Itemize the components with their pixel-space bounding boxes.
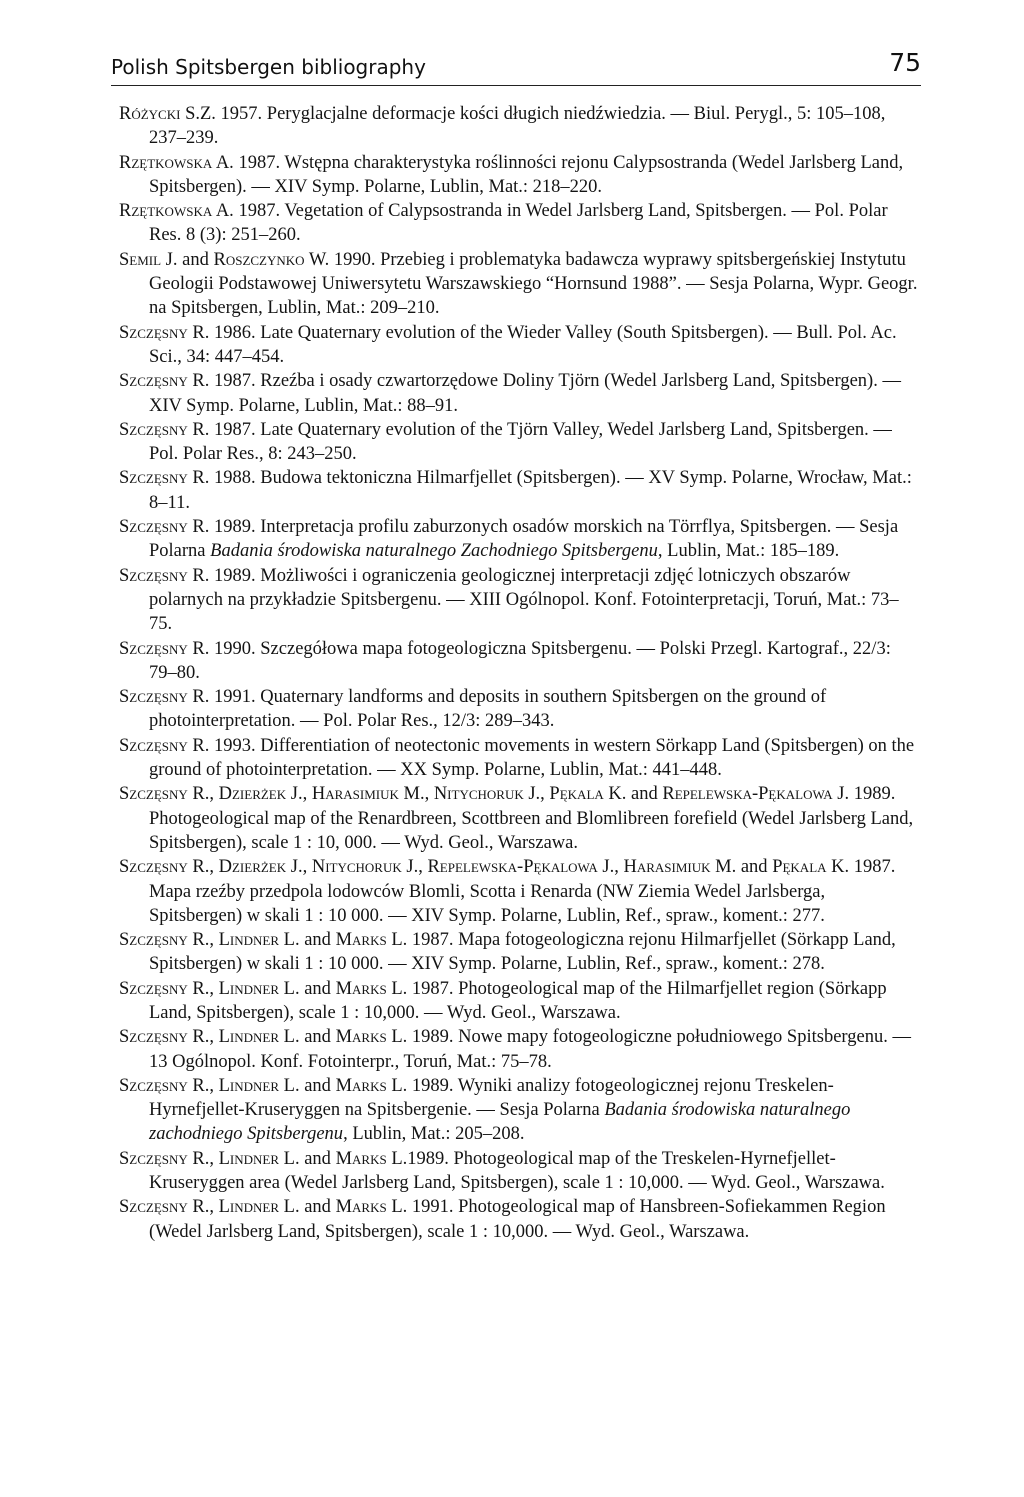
bibliography-entry	[119, 1147, 919, 1196]
entry-authors: Szczęsny R., Lindner L.	[119, 1027, 300, 1048]
bibliography-entry	[119, 369, 919, 418]
entry-conjunction: and	[299, 930, 336, 951]
bibliography-entry	[119, 977, 919, 1026]
entry-conjunction: and	[626, 784, 663, 805]
entry-authors-last: Marks L.	[335, 1197, 408, 1218]
entry-authors: Semil J.	[119, 249, 178, 270]
entry-authors: Szczęsny R.	[119, 419, 210, 440]
entry-authors: Szczęsny R., Lindner L.	[119, 930, 300, 951]
entry-authors-last: Marks L.	[335, 1148, 408, 1169]
bibliography-entry	[119, 248, 919, 321]
entry-title-italic: Badania środowiska naturalnego zachodniego Spitsbergenu	[149, 1100, 851, 1145]
bibliography-entry	[119, 637, 919, 686]
bibliography-entry	[119, 734, 919, 783]
running-title: Polish Spitsbergen bibliography	[111, 55, 426, 79]
entry-authors-last: Repelewska-Pękalowa J.	[662, 784, 850, 805]
entry-conjunction: and	[299, 1027, 336, 1048]
entry-text: 1987. Photogeological map of the Hilmarfjellet region (Sörkapp Land, Spitsbergen), scale 1 : 10,000. — Wyd. Geol., Warszawa.	[149, 978, 887, 1023]
entry-conjunction: and	[299, 978, 336, 999]
entry-authors: Szczęsny R.	[119, 371, 210, 392]
page-number: 75	[889, 48, 921, 77]
bibliography-entry	[119, 1025, 919, 1074]
entry-text: 1989. Interpretacja profilu zaburzonych osadów morskich na Törrflya, Spitsbergen. — Sesja Polarna	[149, 517, 899, 562]
entry-title-italic: Badania środowiska naturalnego Zachodniego Spitsbergenu	[210, 541, 658, 562]
bibliography-entry	[119, 685, 919, 734]
entry-text: 1988. Budowa tektoniczna Hilmarfjellet (Spitsbergen). — XV Symp. Polarne, Wrocław, Mat.: 8–11.	[149, 468, 912, 513]
entry-text: 1987. Rzeźba i osady czwartorzędowe Doliny Tjörn (Wedel Jarlsberg Land, Spitsbergen). — XIV Symp. Polarne, Lublin, Mat.: 88–91.	[149, 371, 901, 416]
entry-authors: Szczęsny R.	[119, 468, 210, 489]
entry-text: 1957. Peryglacjalne deformacje kości długich niedźwiedzia. — Biul. Perygl., 5: 105–108, 237–239.	[149, 104, 886, 149]
entry-authors-last: Marks L.	[335, 978, 408, 999]
header-rule	[111, 85, 921, 86]
entry-authors: Rzętkowska A.	[119, 201, 234, 222]
entry-text: 1986. Late Quaternary evolution of the Wieder Valley (South Spitsbergen). — Bull. Pol. Ac. Sci., 34: 447–454.	[149, 322, 897, 367]
entry-text: 1989. Nowe mapy fotogeologiczne południowego Spitsbergenu. — 13 Ogólnopol. Konf. Fotointerpr., Toruń, Mat.: 75–78.	[149, 1027, 911, 1072]
entry-text: 1987. Late Quaternary evolution of the Tjörn Valley, Wedel Jarlsberg Land, Spitsbergen. — Pol. Polar Res., 8: 243–250.	[149, 419, 892, 465]
entry-conjunction: and	[299, 1075, 336, 1096]
bibliography-entry	[119, 855, 919, 928]
entry-authors: Szczęsny R.	[119, 687, 210, 708]
bibliography-entry	[119, 564, 919, 637]
entry-text: 1993. Differentiation of neotectonic movements in western Sörkapp Land (Spitsbergen) on the ground of photointerpretation. — XX Symp. Polarne, Lublin, Mat.: 441–448.	[149, 735, 915, 781]
entry-authors: Rzętkowska A.	[119, 152, 234, 173]
bibliography-entry	[119, 102, 919, 151]
bibliography-entry	[119, 1074, 919, 1147]
entry-conjunction: and	[299, 1148, 336, 1169]
entry-text: 1990. Przebieg i problematyka badawcza wyprawy spitsbergeńskiej Instytutu Geologii Podstawowej Uniwersytetu Warszawskiego “Hornsund 1988”. — Sesja Polarna, Wypr. Geogr. na Spitsbergen, Lublin, Mat.: 209–210.	[149, 249, 918, 319]
bibliography-entry	[119, 1195, 919, 1244]
bibliography-entry	[119, 418, 919, 467]
entry-authors-last: Marks L.	[335, 1075, 408, 1096]
entry-conjunction: and	[299, 1197, 336, 1218]
entry-text: 1987. Mapa rzeźby przedpola lodowców Blomli, Scotta i Renarda (NW Ziemia Wedel Jarlsberga, Spitsbergen) w skali 1 : 10 000. — XIV Symp. Polarne, Lublin, Ref., spraw., koment.: 277.	[149, 857, 896, 926]
entry-authors: Szczęsny R., Lindner L.	[119, 1197, 300, 1218]
entry-text: 1989. Photogeological map of the Treskelen-Hyrnefjellet-Kruseryggen area (Wedel Jarlsberg Land, Spitsbergen), scale 1 : 10,000. — Wyd. Geol., Warszawa.	[149, 1148, 885, 1194]
bibliography-entry	[119, 515, 919, 564]
entry-text: 1991. Photogeological map of Hansbreen-Sofiekammen Region (Wedel Jarlsberg Land, Spitsbergen), scale 1 : 10,000. — Wyd. Geol., Warszawa.	[149, 1197, 886, 1242]
entry-authors: Szczęsny R., Lindner L.	[119, 978, 300, 999]
entry-authors: Szczęsny R.	[119, 565, 210, 586]
entry-authors: Szczęsny R., Dzierżek J., Harasimiuk M., Nitychoruk J., Pękala K.	[119, 784, 627, 805]
bibliography-entry	[119, 466, 919, 515]
entry-authors-last: Marks L.	[335, 930, 408, 951]
entry-text: 1989. Wyniki analizy fotogeologicznej rejonu Treskelen-Hyrnefjellet-Kruseryggen na Spitsbergenie. — Sesja Polarna	[149, 1075, 834, 1121]
entry-conjunction: and	[736, 857, 773, 878]
entry-text: 1987. Mapa fotogeologiczna rejonu Hilmarfjellet (Sörkapp Land, Spitsbergen) w skali 1 : 10 000. — XIV Symp. Polarne, Lublin, Ref., spraw., koment.: 278.	[149, 930, 896, 975]
entry-text: 1989. Możliwości i ograniczenia geologicznej interpretacji zdjęć lotniczych obszarów polarnych na przykładzie Spitsbergenu. — XIII Ogólnopol. Konf. Fotointerpretacji, Toruń, Mat.: 73–75.	[149, 565, 899, 635]
entry-authors: Szczęsny R., Lindner L.	[119, 1075, 300, 1096]
entry-authors: Szczęsny R.	[119, 517, 210, 538]
entry-authors: Szczęsny R., Lindner L.	[119, 1148, 300, 1169]
bibliography-entry	[119, 199, 919, 248]
bibliography-list	[119, 102, 919, 1244]
entry-authors: Szczęsny R.	[119, 322, 210, 343]
entry-authors: Różycki S.Z.	[119, 104, 216, 124]
entry-authors: Szczęsny R.	[119, 638, 210, 659]
entry-authors: Szczęsny R., Dzierżek J., Nitychoruk J., Repelewska-Pękalowa J., Harasimiuk M.	[119, 857, 737, 878]
bibliography-entry	[119, 151, 919, 200]
entry-authors-last: Marks L.	[335, 1027, 408, 1048]
entry-text: 1987. Vegetation of Calypsostranda in Wedel Jarlsberg Land, Spitsbergen. — Pol. Polar Res. 8 (3): 251–260.	[149, 201, 888, 246]
entry-authors-last: Roszczynko W.	[213, 249, 330, 270]
entry-text-tail: , Lublin, Mat.: 185–189.	[657, 541, 840, 562]
entry-text: 1991. Quaternary landforms and deposits in southern Spitsbergen on the ground of photointerpretation. — Pol. Polar Res., 12/3: 289–343.	[149, 687, 827, 732]
entry-authors-last: Pękala K.	[772, 857, 850, 878]
bibliography-entry	[119, 321, 919, 370]
bibliography-entry	[119, 928, 919, 977]
bibliography-entry	[119, 782, 919, 855]
entry-text-tail: , Lublin, Mat.: 205–208.	[343, 1124, 525, 1145]
entry-text: 1987. Wstępna charakterystyka roślinności rejonu Calypsostranda (Wedel Jarlsberg Land, Spitsbergen). — XIV Symp. Polarne, Lublin, Mat.: 218–220.	[149, 152, 904, 197]
entry-text: 1989. Photogeological map of the Renardbreen, Scottbreen and Blomlibreen forefield (Wedel Jarlsberg Land, Spitsbergen), scale 1 : 10, 000. — Wyd. Geol., Warszawa.	[149, 784, 914, 853]
entry-authors: Szczęsny R.	[119, 735, 210, 756]
entry-text: 1990. Szczegółowa mapa fotogeologiczna Spitsbergenu. — Polski Przegl. Kartograf., 22/3: 79–80.	[149, 638, 891, 683]
entry-conjunction: and	[177, 249, 214, 270]
